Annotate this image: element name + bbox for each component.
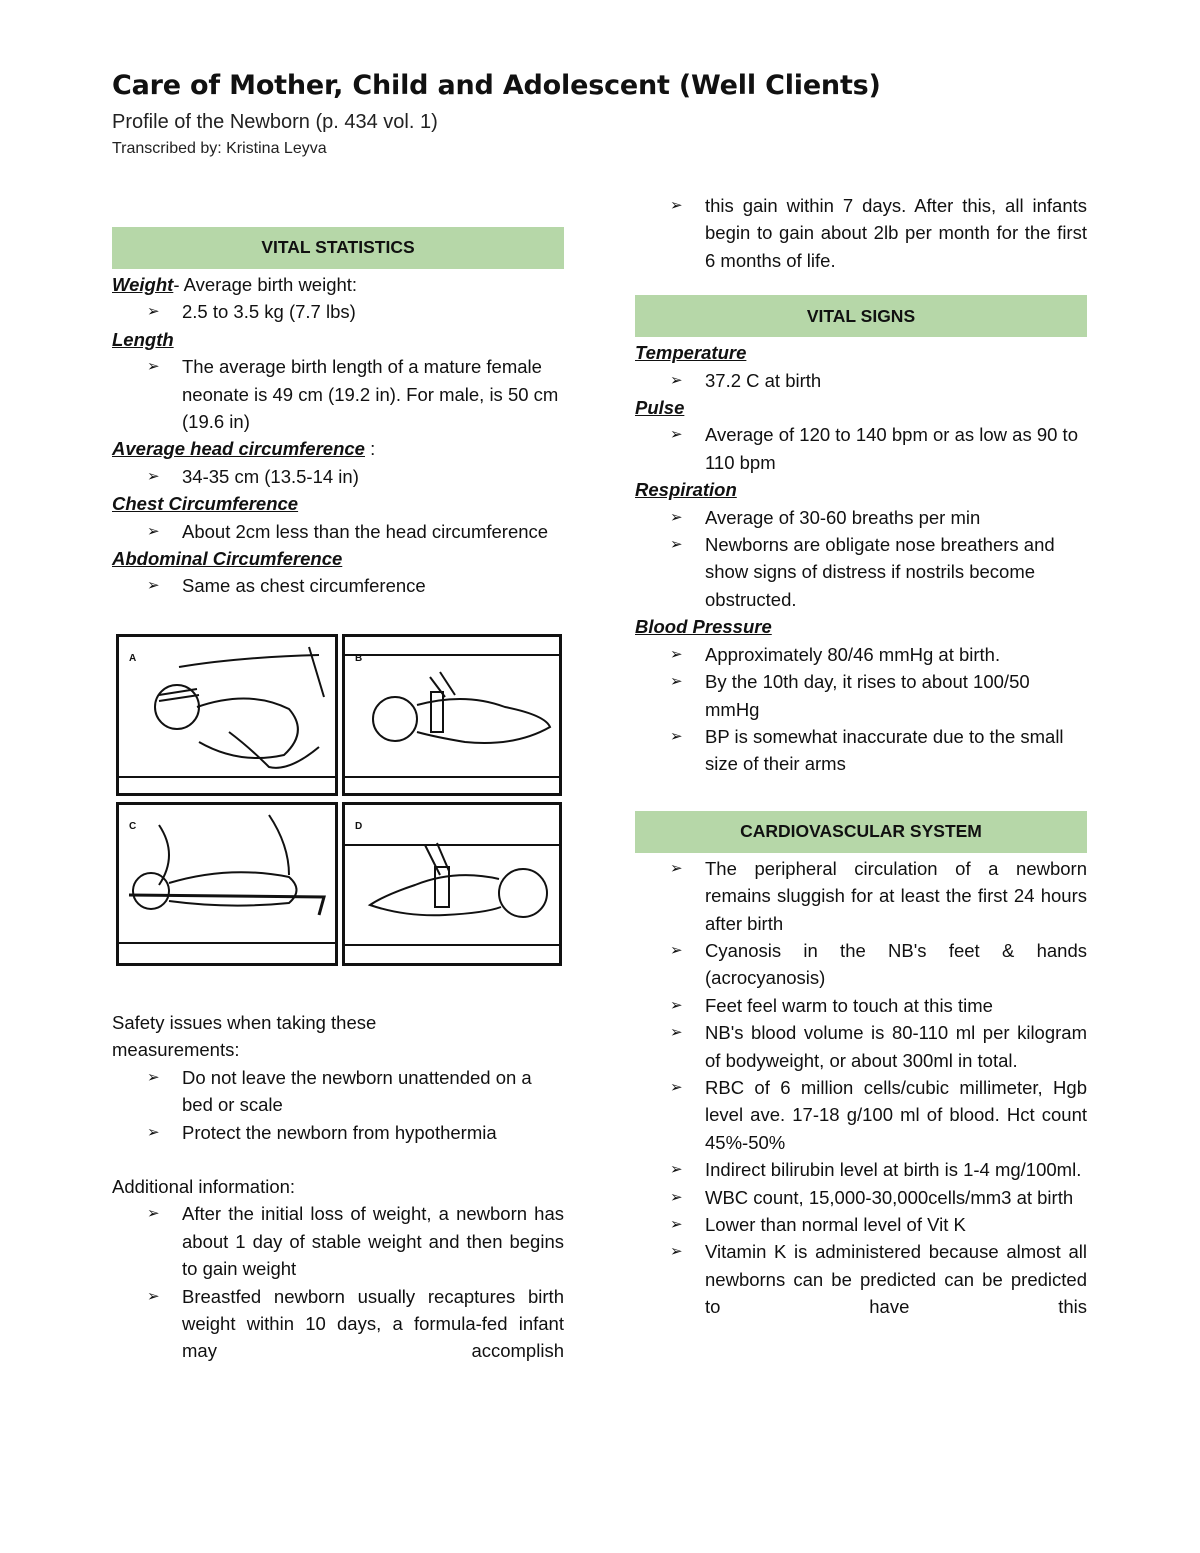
blood-pressure-list — [635, 641, 1087, 778]
temperature-label: Temperature — [635, 342, 747, 364]
infant-length-drawing — [119, 805, 335, 963]
abdominal-circumference-label: Abdominal Circumference — [112, 548, 343, 570]
page-header — [112, 70, 1092, 158]
document-title: Care of Mother, Child and Adolescent (Well Clients) — [112, 70, 881, 101]
head-circumference-label: Average head circumference — [112, 438, 365, 460]
list-item: ➢ Lower than normal level of Vit K — [670, 1211, 1087, 1238]
pulse-label: Pulse — [635, 397, 685, 419]
blood-pressure-label: Blood Pressure — [635, 616, 772, 638]
illustration-panel-d — [342, 802, 562, 966]
list-item: ➢ Breastfed newborn usually recaptures birth weight within 10 days, a formula-fed infant may accomplish — [147, 1283, 564, 1365]
abdominal-circumference-line — [112, 545, 564, 572]
head-circumference-list — [112, 463, 564, 490]
list-item: ➢ Same as chest circumference — [147, 572, 564, 599]
list-item: ➢ RBC of 6 million cells/cubic millimeter, Hgb level ave. 17-18 g/100 ml of blood. Hct count 45%-50% — [670, 1074, 1087, 1156]
list-item: ➢ Newborns are obligate nose breathers and show signs of distress if nostrils become obstructed. — [670, 531, 1087, 613]
weight-label: Weight — [112, 274, 174, 295]
infant-weight-drawing — [119, 637, 335, 793]
list-item: ➢ BP is somewhat inaccurate due to the small size of their arms — [670, 723, 1087, 778]
weight-text: - Average birth weight: — [173, 274, 358, 295]
weight-list — [112, 298, 564, 325]
safety-list — [112, 1064, 564, 1146]
measurement-illustration — [112, 634, 562, 969]
list-item: ➢ Approximately 80/46 mmHg at birth. — [670, 641, 1087, 668]
list-item: ➢ NB's blood volume is 80-110 ml per kilogram of bodyweight, or about 300ml in total. — [670, 1019, 1087, 1074]
list-item: ➢ Cyanosis in the NB's feet & hands (acrocyanosis) — [670, 937, 1087, 992]
list-item: ➢ The peripheral circulation of a newborn remains sluggish for at least the first 24 hours after birth — [670, 855, 1087, 937]
continuation-block — [635, 192, 1087, 274]
list-item: ➢ 34-35 cm (13.5-14 in) — [147, 463, 564, 490]
abdominal-circumference-list — [112, 572, 564, 599]
illustration-panel-c — [116, 802, 338, 966]
list-item: ➢ Average of 30-60 breaths per min — [670, 504, 1087, 531]
weight-line — [112, 271, 564, 298]
left-column — [112, 192, 564, 1365]
list-item: ➢ Do not leave the newborn unattended on a bed or scale — [147, 1064, 564, 1119]
infant-chest-drawing — [345, 805, 559, 963]
list-item: ➢ Protect the newborn from hypothermia — [147, 1119, 564, 1146]
additional-list — [112, 1200, 564, 1364]
section-heading-vital-statistics: VITAL STATISTICS — [112, 227, 564, 269]
respiration-label: Respiration — [635, 479, 737, 501]
cardiovascular-list — [635, 855, 1087, 1321]
list-item: ➢ Feet feel warm to touch at this time — [670, 992, 1087, 1019]
additional-intro: Additional information: — [112, 1175, 296, 1197]
safety-intro: Safety issues when taking these measurements: — [112, 1011, 377, 1061]
length-line — [112, 326, 564, 353]
continuation-text: ➢ this gain within 7 days. After this, all infants begin to gain about 2lb per month for the first 6 months of life. — [670, 192, 1087, 274]
list-item: ➢ 37.2 C at birth — [670, 367, 1087, 394]
head-circumference-line — [112, 435, 564, 462]
right-column — [635, 192, 1087, 1321]
head-circumference-suffix: : — [364, 438, 376, 460]
respiration-list — [635, 504, 1087, 614]
respiration-line — [635, 476, 1087, 503]
list-item: ➢ By the 10th day, it rises to about 100/50 mmHg — [670, 668, 1087, 723]
document-subtitle: Profile of the Newborn (p. 434 vol. 1) — [112, 111, 438, 133]
panel-letter: B — [355, 652, 363, 664]
illustration-panel-b — [342, 634, 562, 796]
blood-pressure-line — [635, 613, 1087, 640]
section-heading-cardiovascular-system: CARDIOVASCULAR SYSTEM — [635, 811, 1087, 853]
temperature-list — [635, 367, 1087, 394]
chest-circumference-label: Chest Circumference — [112, 493, 299, 515]
document-author: Transcribed by: Kristina Leyva — [112, 140, 327, 157]
list-item: ➢ The average birth length of a mature female neonate is 49 cm (19.2 in). For male, is 50 cm (19.6 in) — [147, 353, 564, 435]
temperature-line — [635, 339, 1087, 366]
panel-letter: A — [129, 652, 137, 664]
section-heading-vital-signs: VITAL SIGNS — [635, 295, 1087, 337]
pulse-list — [635, 421, 1087, 476]
pulse-line — [635, 394, 1087, 421]
chest-circumference-line — [112, 490, 564, 517]
panel-letter: C — [129, 820, 137, 832]
list-item: ➢ Average of 120 to 140 bpm or as low as 90 to 110 bpm — [670, 421, 1087, 476]
illustration-panel-a — [116, 634, 338, 796]
list-item: ➢ Indirect bilirubin level at birth is 1-4 mg/100ml. — [670, 1156, 1087, 1183]
length-list — [112, 353, 564, 435]
list-item: ➢ After the initial loss of weight, a newborn has about 1 day of stable weight and then begins to gain weight — [147, 1200, 564, 1282]
list-item: ➢ WBC count, 15,000-30,000cells/mm3 at birth — [670, 1184, 1087, 1211]
length-label: Length — [112, 328, 174, 350]
infant-head-drawing — [345, 637, 559, 793]
chest-circumference-list — [112, 518, 564, 545]
list-item: ➢ 2.5 to 3.5 kg (7.7 lbs) — [147, 298, 564, 325]
list-item: ➢ About 2cm less than the head circumference — [147, 518, 564, 545]
list-item: ➢ Vitamin K is administered because almost all newborns can be predicted can be predicted to have this — [670, 1238, 1087, 1320]
panel-letter: D — [355, 820, 363, 832]
